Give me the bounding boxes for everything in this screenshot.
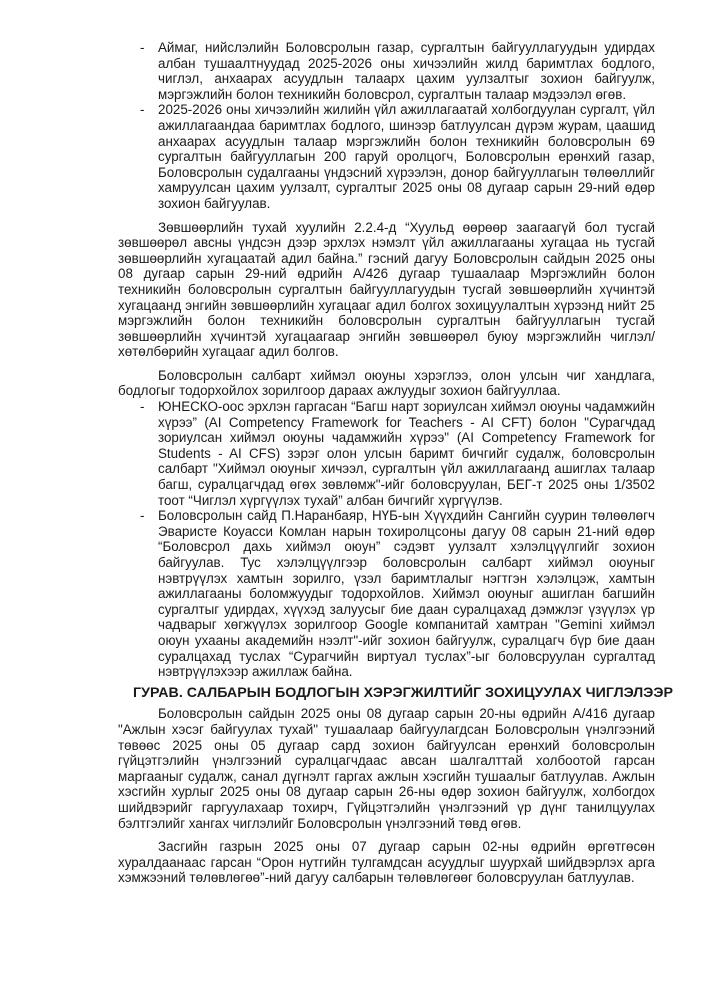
paragraph-permit-law: Зөвшөөрлийн тухай хуулийн 2.2.4-д “Хуульд өөрөөр заагаагүй бол тусгай зөвшөөрөл авсны үндсэн дээр эрхлэх нэмэлт үйл ажиллагааны хугацаа нь тусгай зөвшөөрлийн хугацаатай адил байна.” гэсний дагуу Боловсролын сайдын 2025 оны 08 дугаар сарын 29-ний өдрийн А/426 дугаар тушаалаар Мэргэжлийн болон техникийн боловсролын сургалтын байгууллагуудын тусгай зөвшөөрлийн хүчинтэй хугацаанд энгийн зөвшөөрлийн хугацааг адил болгох зохицуулалтын хүрээнд нийт 25 мэргэжлийн болон техникийн боловсролын сургалтын байгууллагын тусгай зөвшөөрлийн хүчинтэй хугацаагаар энгийн зөвшөөрөл буюу мэргэжлийн чиглэл/хөтөлбөрийн хугацааг адил болгов. [118, 219, 655, 360]
list-item-text: 2025-2026 оны хичээлийн жилийн үйл ажиллагаатай холбогдуулан сургалт, үйл ажиллагаандаа баримтлах бодлого, шинээр батлуулсан дүрэм журам, цаашид анхаарах асуудлын талаар мэргэжлийн болон техникийн боловсролын 69 сургалтын байгууллагын 200 гаруй оролцогч, Боловсролын ерөнхий газар, Боловсролын судалгааны үндэсний хүрээлэн, донор байгууллагын төлөөллийг хамруулсан цахим уулзалт, сургалтыг 2025 оны 08 дугаар сарын 29-ний өдөр зохион байгуулав. [158, 102, 655, 211]
dash-bullet: - [140, 399, 145, 415]
section-heading: ГУРАВ. САЛБАРЫН БОДЛОГЫН ХЭРЭГЖИЛТИЙГ ЗОХИЦУУЛАХ ЧИГЛЭЛЭЭР [133, 684, 674, 701]
paragraph-ai-intro: Боловсролын салбарт хиймэл оюуны хэрэглээ, олон улсын чиг хандлага, бодлогыг тодорхойлох зорилгоор дараах ажлуудыг зохион байгууллаа. [118, 367, 655, 399]
dash-bullet: - [140, 102, 145, 118]
list-item [118, 399, 655, 508]
paragraph-government-plan: Засгийн газрын 2025 оны 07 дугаар сарын 02-ны өдрийн өргөтгөсөн хуралдаанаас гарсан “Орон нутгийн тулгамдсан асуудлыг шуурхай шийдвэрлэх арга хэмжээний төлөвлөгөө”-ний дагуу салбарын төлөвлөгөөг боловсруулан батлуулав. [118, 839, 655, 886]
document-page [118, 40, 674, 886]
list-item-text: Аймаг, нийслэлийн Боловсролын газар, сургалтын байгууллагуудын удирдах албан тушаалтнуудад 2025-2026 оны хичээлийн жилд баримтлах бодлого, чиглэл, анхаарах асуудлын талаарх цахим уулзалтыг зохион байгуулж, мэргэжлийн болон техникийн боловсрол, сургалтын талаар мэдээлэл өгөв. [158, 40, 655, 102]
list-item-text: ЮНЕСКО-оос эрхлэн гаргасан “Багш нарт зориулсан хиймэл оюуны чадамжийн хүрээ” (AI Competency Framework for Teachers - AI CFT) болон "Сурагчдад зориулсан хиймэл оюуны чадамжийн хүрээ" (AI Competency Framework for Students - AI CFS) зэрэг олон улсын баримт бичгийг судалж, боловсролын салбарт "Хиймэл оюуныг хичээл, сургалтын үйл ажиллагаанд ашиглах талаар багш, суралцагчдад өгөх зөвлөмж"-ийг боловсруулан, БЕГ-т 2025 оны 1/3502 тоот “Чиглэл хүргүүлэх тухай” албан бичгийг хүргүүлэв. [158, 399, 655, 508]
paragraph-working-group: Боловсролын сайдын 2025 оны 08 дугаар сарын 20-ны өдрийн А/416 дугаар "Ажлын хэсэг байгуулах тухай" тушаалаар байгуулагдсан Боловсролын үнэлгээний төвөөс 2025 оны 05 дугаар сард зохион байгуулсан ерөнхий боловсролын гүйцэтгэлийн үнэлгээний суралцагчдаас авсан шалгалттай холбоотой гарсан маргааныг судалж, санал дүгнэлт гаргах ажлын хэсгийн тушаалыг батлуулав. Ажлын хэсгийн хурлыг 2025 оны 08 дугаар сарын 26-ны өдөр зохион байгуулж, холбогдох шийдвэрийг гаргуулахаар тохирч, Гүйцэтгэлийн үнэлгээний үр дүнг танилцуулах бэлтгэлийг хангах чиглэлийг Боловсролын үнэлгээний төвд өгөв. [118, 706, 655, 831]
list-item [118, 508, 655, 680]
list-item-text: Боловсролын сайд П.Наранбаяр, НҮБ-ын Хүүхдийн Сангийн суурин төлөөлөгч Эваристе Коуасси Комлан нарын тохиролцсоны дагуу 08 сарын 21-ний өдөр “Боловсрол дахь хиймэл оюун” сэдэвт уулзалт хэлэлцүүлгийг зохион байгуулав. Тус хэлэлцүүлгээр боловсролын салбарт хиймэл оюуныг нэвтрүүлэх хамтын зорилго, үзэл баримтлалыг нэгтгэн хэлэлцэж, хамтын ажиллагааны боломжуудыг тодорхойлов. Хиймэл оюуныг ашиглан багшийн сургалтыг удирдах, хүүхэд залуусыг бие даан суралцахад дэмжлэг үзүүлэх үр чадварыг хөгжүүлэх зорилгоор Google компанитай хамтран "Gemini хиймэл оюун ухааны академийн нээлт"-ийг зохион байгуулж, суралцагч бүр бие даан суралцахад туслах “Сурагчийн виртуал туслах”-ыг боловсруулан сургалтад нэвтрүүлэхээр ажиллаж байна. [158, 508, 655, 680]
bullet-list-1 [118, 40, 655, 212]
list-item [118, 102, 655, 211]
dash-bullet: - [140, 508, 145, 524]
bullet-list-2 [118, 399, 655, 680]
list-item [118, 40, 655, 102]
dash-bullet: - [140, 40, 145, 55]
